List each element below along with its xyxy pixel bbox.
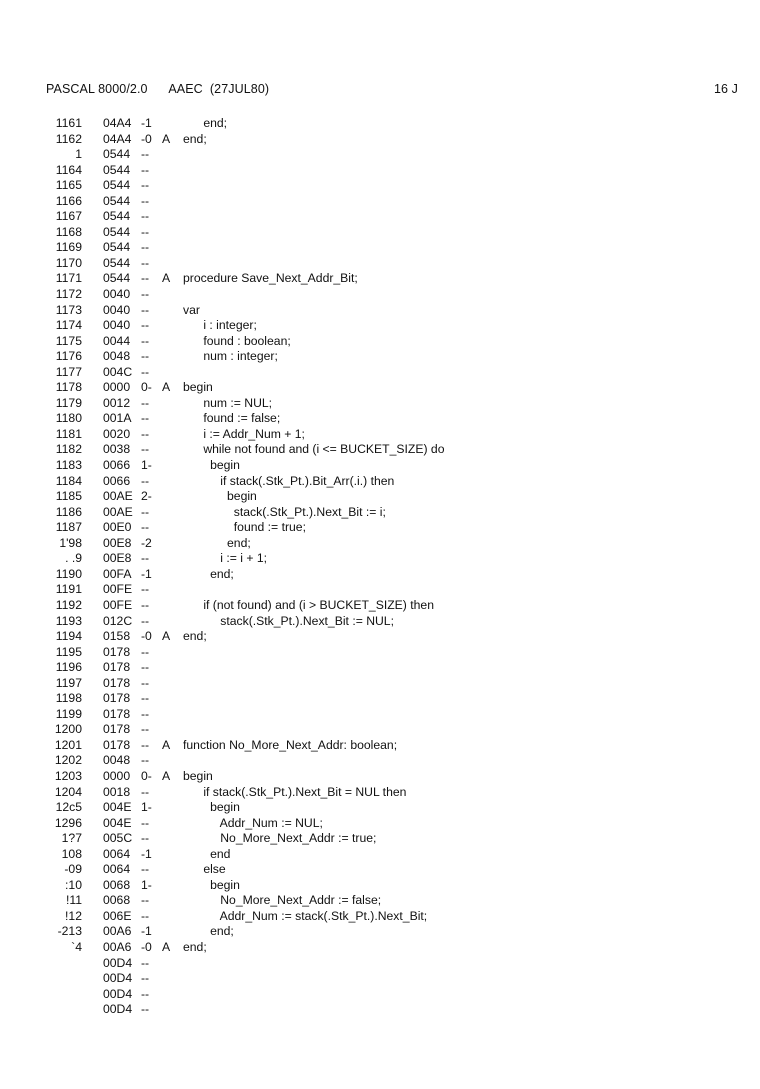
nesting-depth: -- — [141, 908, 150, 923]
address: 012C — [103, 613, 133, 628]
listing-line — [0, 1002, 760, 1018]
address: 0544 — [103, 162, 131, 177]
line-number: 1168 — [55, 224, 82, 239]
address: 0068 — [103, 877, 131, 892]
address: 001A — [103, 411, 132, 426]
nesting-depth: -- — [141, 504, 150, 519]
listing-line — [0, 209, 760, 225]
address: 0018 — [103, 784, 131, 799]
line-number: 1187 — [55, 520, 82, 535]
nesting-depth: 1- — [141, 800, 152, 815]
nesting-depth: -- — [141, 1002, 150, 1017]
address: 04A4 — [103, 116, 132, 130]
source-code: end; — [183, 939, 207, 954]
address: 00E8 — [103, 551, 132, 566]
nesting-depth: -- — [141, 333, 150, 348]
line-number: 1196 — [55, 660, 82, 675]
nesting-depth: -- — [141, 255, 150, 270]
address: 00D4 — [103, 971, 133, 986]
line-number: 1199 — [55, 706, 82, 721]
line-number: 1186 — [55, 504, 82, 519]
line-number: 1185 — [55, 489, 82, 504]
line-number: 1'98 — [59, 535, 82, 550]
nesting-depth: -- — [141, 986, 150, 1001]
listing-header — [46, 82, 746, 98]
listing-line — [0, 132, 760, 148]
line-number: 1183 — [55, 458, 82, 473]
line-number: 1177 — [55, 364, 82, 379]
block-flag: A — [162, 629, 171, 644]
source-listing — [0, 116, 760, 1018]
address: 00FE — [103, 582, 133, 597]
address: 0040 — [103, 318, 131, 333]
source-code: end; — [183, 535, 251, 550]
nesting-depth: -- — [141, 551, 150, 566]
line-number: 1169 — [55, 240, 82, 255]
nesting-depth: -- — [141, 831, 150, 846]
address: 0178 — [103, 691, 131, 706]
nesting-depth: -- — [141, 364, 150, 379]
listing-line — [0, 629, 760, 645]
source-code: found : boolean; — [183, 333, 291, 348]
nesting-depth: -0 — [141, 939, 152, 954]
nesting-depth: -- — [141, 240, 150, 255]
listing-line — [0, 987, 760, 1003]
nesting-depth: -- — [141, 209, 150, 224]
line-number: 1176 — [55, 349, 82, 364]
listing-line — [0, 178, 760, 194]
address: 0544 — [103, 209, 131, 224]
source-code: end; — [183, 116, 228, 130]
address: 00FE — [103, 597, 133, 612]
nesting-depth: -- — [141, 224, 150, 239]
line-number: 1164 — [55, 162, 82, 177]
line-number: 1161 — [55, 116, 82, 130]
listing-line — [0, 707, 760, 723]
listing-line — [0, 676, 760, 692]
address: 0178 — [103, 706, 131, 721]
nesting-depth: -- — [141, 473, 150, 488]
address: 0544 — [103, 178, 131, 193]
nesting-depth: -- — [141, 442, 150, 457]
address: 0012 — [103, 395, 131, 410]
address: 0000 — [103, 380, 131, 395]
listing-line — [0, 520, 760, 536]
nesting-depth: -- — [141, 971, 150, 986]
address: 04A4 — [103, 131, 132, 146]
listing-line — [0, 924, 760, 940]
nesting-depth: -- — [141, 660, 150, 675]
nesting-depth: -1 — [141, 116, 152, 130]
line-number: 1193 — [55, 613, 82, 628]
address: 00D4 — [103, 986, 133, 1001]
address: 00D4 — [103, 955, 133, 970]
source-code: begin — [183, 768, 213, 783]
nesting-depth: 0- — [141, 768, 152, 783]
line-number: 1204 — [54, 784, 82, 799]
listing-line — [0, 225, 760, 241]
page-number: 16 J — [713, 82, 738, 96]
nesting-depth: -- — [141, 722, 150, 737]
nesting-depth: -- — [141, 178, 150, 193]
block-flag: A — [162, 271, 171, 286]
line-number: 108 — [61, 846, 82, 861]
address: 00A6 — [103, 924, 132, 939]
nesting-depth: -- — [141, 644, 150, 659]
line-number: 1173 — [55, 302, 82, 317]
line-number: -09 — [64, 862, 82, 877]
line-number: 1180 — [55, 411, 82, 426]
address: 0020 — [103, 426, 131, 441]
line-number: 1181 — [55, 426, 82, 441]
line-number: !12 — [65, 908, 82, 923]
line-number: 1190 — [55, 566, 82, 581]
listing-line — [0, 909, 760, 925]
nesting-depth: -- — [141, 955, 150, 970]
listing-line — [0, 427, 760, 443]
listing-line — [0, 582, 760, 598]
source-code: i := Addr_Num + 1; — [183, 426, 305, 441]
source-code: end; — [183, 629, 207, 644]
nesting-depth: -1 — [141, 924, 152, 939]
nesting-depth: -- — [141, 893, 150, 908]
source-code: found := true; — [183, 520, 306, 535]
listing-line — [0, 614, 760, 630]
address: 0048 — [103, 753, 131, 768]
address: 0544 — [103, 147, 131, 162]
listing-line — [0, 862, 760, 878]
nesting-depth: -- — [141, 426, 150, 441]
line-number: 1174 — [55, 318, 82, 333]
address: 0044 — [103, 333, 131, 348]
line-number: 1172 — [55, 287, 82, 302]
listing-line — [0, 660, 760, 676]
line-number: 1171 — [55, 271, 82, 286]
listing-line — [0, 194, 760, 210]
nesting-depth: -- — [141, 318, 150, 333]
listing-line — [0, 271, 760, 287]
address: 0158 — [103, 629, 131, 644]
listing-line — [0, 505, 760, 521]
listing-line — [0, 116, 760, 132]
nesting-depth: -1 — [141, 846, 152, 861]
nesting-depth: -- — [141, 147, 150, 162]
source-code: end; — [183, 566, 234, 581]
line-number: 1166 — [55, 193, 82, 208]
source-code: begin — [183, 800, 240, 815]
line-number: 1179 — [55, 395, 82, 410]
source-code: begin — [183, 458, 240, 473]
source-code: if stack(.Stk_Pt.).Bit_Arr(.i.) then — [183, 473, 395, 488]
listing-line — [0, 769, 760, 785]
address: 0544 — [103, 240, 131, 255]
listing-line — [0, 256, 760, 272]
listing-line — [0, 458, 760, 474]
line-number: 1162 — [55, 131, 82, 146]
source-code: var — [183, 302, 200, 317]
nesting-depth: -0 — [141, 629, 152, 644]
line-number: 1165 — [55, 178, 82, 193]
line-number: 1194 — [55, 629, 82, 644]
source-code: i : integer; — [183, 318, 257, 333]
source-code: begin — [183, 877, 240, 892]
nesting-depth: -- — [141, 706, 150, 721]
listing-line — [0, 442, 760, 458]
listing-line — [0, 349, 760, 365]
nesting-depth: -- — [141, 737, 150, 752]
block-flag: A — [162, 939, 171, 954]
source-code: while not found and (i <= BUCKET_SIZE) do — [183, 442, 445, 457]
source-code: procedure Save_Next_Addr_Bit; — [183, 271, 358, 286]
address: 004E — [103, 815, 132, 830]
source-code: No_More_Next_Addr := true; — [183, 831, 377, 846]
line-number: 1197 — [55, 675, 82, 690]
listing-line — [0, 536, 760, 552]
listing-line — [0, 800, 760, 816]
address: 0048 — [103, 349, 131, 364]
line-number: 1200 — [54, 722, 82, 737]
nesting-depth: -- — [141, 862, 150, 877]
listing-line — [0, 971, 760, 987]
source-code: i := i + 1; — [183, 551, 267, 566]
address: 00FA — [103, 566, 132, 581]
source-code: end — [183, 846, 231, 861]
source-code: Addr_Num := stack(.Stk_Pt.).Next_Bit; — [183, 908, 428, 923]
listing-line — [0, 956, 760, 972]
nesting-depth: -- — [141, 411, 150, 426]
nesting-depth: -- — [141, 395, 150, 410]
listing-line — [0, 567, 760, 583]
nesting-depth: -- — [141, 271, 150, 286]
source-code: end; — [183, 131, 207, 146]
block-flag: A — [162, 737, 171, 752]
address: 0544 — [103, 255, 131, 270]
nesting-depth: -- — [141, 691, 150, 706]
listing-line — [0, 738, 760, 754]
address: 0038 — [103, 442, 131, 457]
source-code: No_More_Next_Addr := false; — [183, 893, 382, 908]
listing-line — [0, 365, 760, 381]
nesting-depth: 0- — [141, 380, 152, 395]
listing-line — [0, 240, 760, 256]
address: 0178 — [103, 675, 131, 690]
source-code: Addr_Num := NUL; — [183, 815, 323, 830]
compiler-title: PASCAL 8000/2.0 AAEC (27JUL80) — [46, 82, 270, 96]
listing-line — [0, 645, 760, 661]
address: 0178 — [103, 722, 131, 737]
listing-line — [0, 940, 760, 956]
address: 00E0 — [103, 520, 132, 535]
line-number: 1296 — [54, 815, 82, 830]
address: 005C — [103, 831, 133, 846]
listing-line — [0, 878, 760, 894]
line-number: 1203 — [54, 768, 82, 783]
address: 0040 — [103, 287, 131, 302]
nesting-depth: -2 — [141, 535, 152, 550]
listing-line — [0, 551, 760, 567]
block-flag: A — [162, 380, 171, 395]
line-number: 1?7 — [61, 831, 82, 846]
line-number: 1202 — [54, 753, 82, 768]
listing-line — [0, 831, 760, 847]
listing-line — [0, 396, 760, 412]
address: 0064 — [103, 846, 131, 861]
source-code: if stack(.Stk_Pt.).Next_Bit = NUL then — [183, 784, 407, 799]
source-code: begin — [183, 380, 213, 395]
source-code: begin — [183, 489, 257, 504]
nesting-depth: -- — [141, 520, 150, 535]
address: 0178 — [103, 660, 131, 675]
address: 004C — [103, 364, 133, 379]
nesting-depth: 1- — [141, 877, 152, 892]
listing-line — [0, 287, 760, 303]
address: 0178 — [103, 737, 131, 752]
nesting-depth: -- — [141, 302, 150, 317]
line-number: 1184 — [55, 473, 82, 488]
listing-line — [0, 147, 760, 163]
listing-line — [0, 489, 760, 505]
listing-line — [0, 785, 760, 801]
line-number: . .9 — [65, 551, 82, 566]
line-number: 1175 — [55, 333, 82, 348]
address: 0178 — [103, 644, 131, 659]
address: 00A6 — [103, 939, 132, 954]
line-number: 1192 — [55, 597, 82, 612]
nesting-depth: -- — [141, 613, 150, 628]
address: 004E — [103, 800, 132, 815]
listing-line — [0, 893, 760, 909]
address: 0066 — [103, 473, 131, 488]
nesting-depth: -- — [141, 675, 150, 690]
address: 0000 — [103, 768, 131, 783]
source-code: else — [183, 862, 226, 877]
line-number: 1182 — [55, 442, 82, 457]
source-code: num := NUL; — [183, 395, 273, 410]
line-number: 1201 — [54, 737, 82, 752]
nesting-depth: -- — [141, 597, 150, 612]
nesting-depth: -- — [141, 349, 150, 364]
nesting-depth: -- — [141, 784, 150, 799]
line-number: 1195 — [55, 644, 82, 659]
listing-line — [0, 691, 760, 707]
listing-line — [0, 318, 760, 334]
listing-line — [0, 753, 760, 769]
line-number: 1167 — [55, 209, 82, 224]
address: 0068 — [103, 893, 131, 908]
line-number: 1 — [75, 147, 82, 162]
address: 00AE — [103, 504, 133, 519]
address: 00D4 — [103, 1002, 133, 1017]
line-number: :10 — [65, 877, 82, 892]
line-number: -213 — [57, 924, 82, 939]
address: 006E — [103, 908, 132, 923]
address: 00AE — [103, 489, 133, 504]
address: 0544 — [103, 271, 131, 286]
listing-line — [0, 411, 760, 427]
nesting-depth: -- — [141, 193, 150, 208]
line-number: `4 — [71, 939, 82, 954]
address: 0064 — [103, 862, 131, 877]
nesting-depth: -- — [141, 287, 150, 302]
listing-line — [0, 334, 760, 350]
source-code: found := false; — [183, 411, 281, 426]
listing-line — [0, 303, 760, 319]
listing-line — [0, 474, 760, 490]
source-code: stack(.Stk_Pt.).Next_Bit := NUL; — [183, 613, 394, 628]
listing-line — [0, 722, 760, 738]
nesting-depth: -- — [141, 815, 150, 830]
block-flag: A — [162, 131, 171, 146]
listing-line — [0, 163, 760, 179]
source-code: if (not found) and (i > BUCKET_SIZE) then — [183, 597, 434, 612]
line-number: 1191 — [55, 582, 82, 597]
line-number: 1170 — [55, 255, 82, 270]
address: 0544 — [103, 224, 131, 239]
source-code: stack(.Stk_Pt.).Next_Bit := i; — [183, 504, 386, 519]
source-code: num : integer; — [183, 349, 278, 364]
listing-line — [0, 598, 760, 614]
line-number: 1178 — [55, 380, 82, 395]
block-flag: A — [162, 768, 171, 783]
source-code: end; — [183, 924, 234, 939]
address: 00E8 — [103, 535, 132, 550]
nesting-depth: -- — [141, 582, 150, 597]
line-number: !11 — [65, 893, 82, 908]
listing-line — [0, 847, 760, 863]
address: 0544 — [103, 193, 131, 208]
nesting-depth: -0 — [141, 131, 152, 146]
source-code: function No_More_Next_Addr: boolean; — [183, 737, 398, 752]
line-number: 1198 — [55, 691, 82, 706]
nesting-depth: -1 — [141, 566, 152, 581]
nesting-depth: -- — [141, 753, 150, 768]
listing-line — [0, 380, 760, 396]
nesting-depth: 1- — [141, 458, 152, 473]
nesting-depth: 2- — [141, 489, 152, 504]
address: 0066 — [103, 458, 131, 473]
listing-line — [0, 816, 760, 832]
nesting-depth: -- — [141, 162, 150, 177]
address: 0040 — [103, 302, 131, 317]
line-number: 12c5 — [55, 800, 82, 815]
